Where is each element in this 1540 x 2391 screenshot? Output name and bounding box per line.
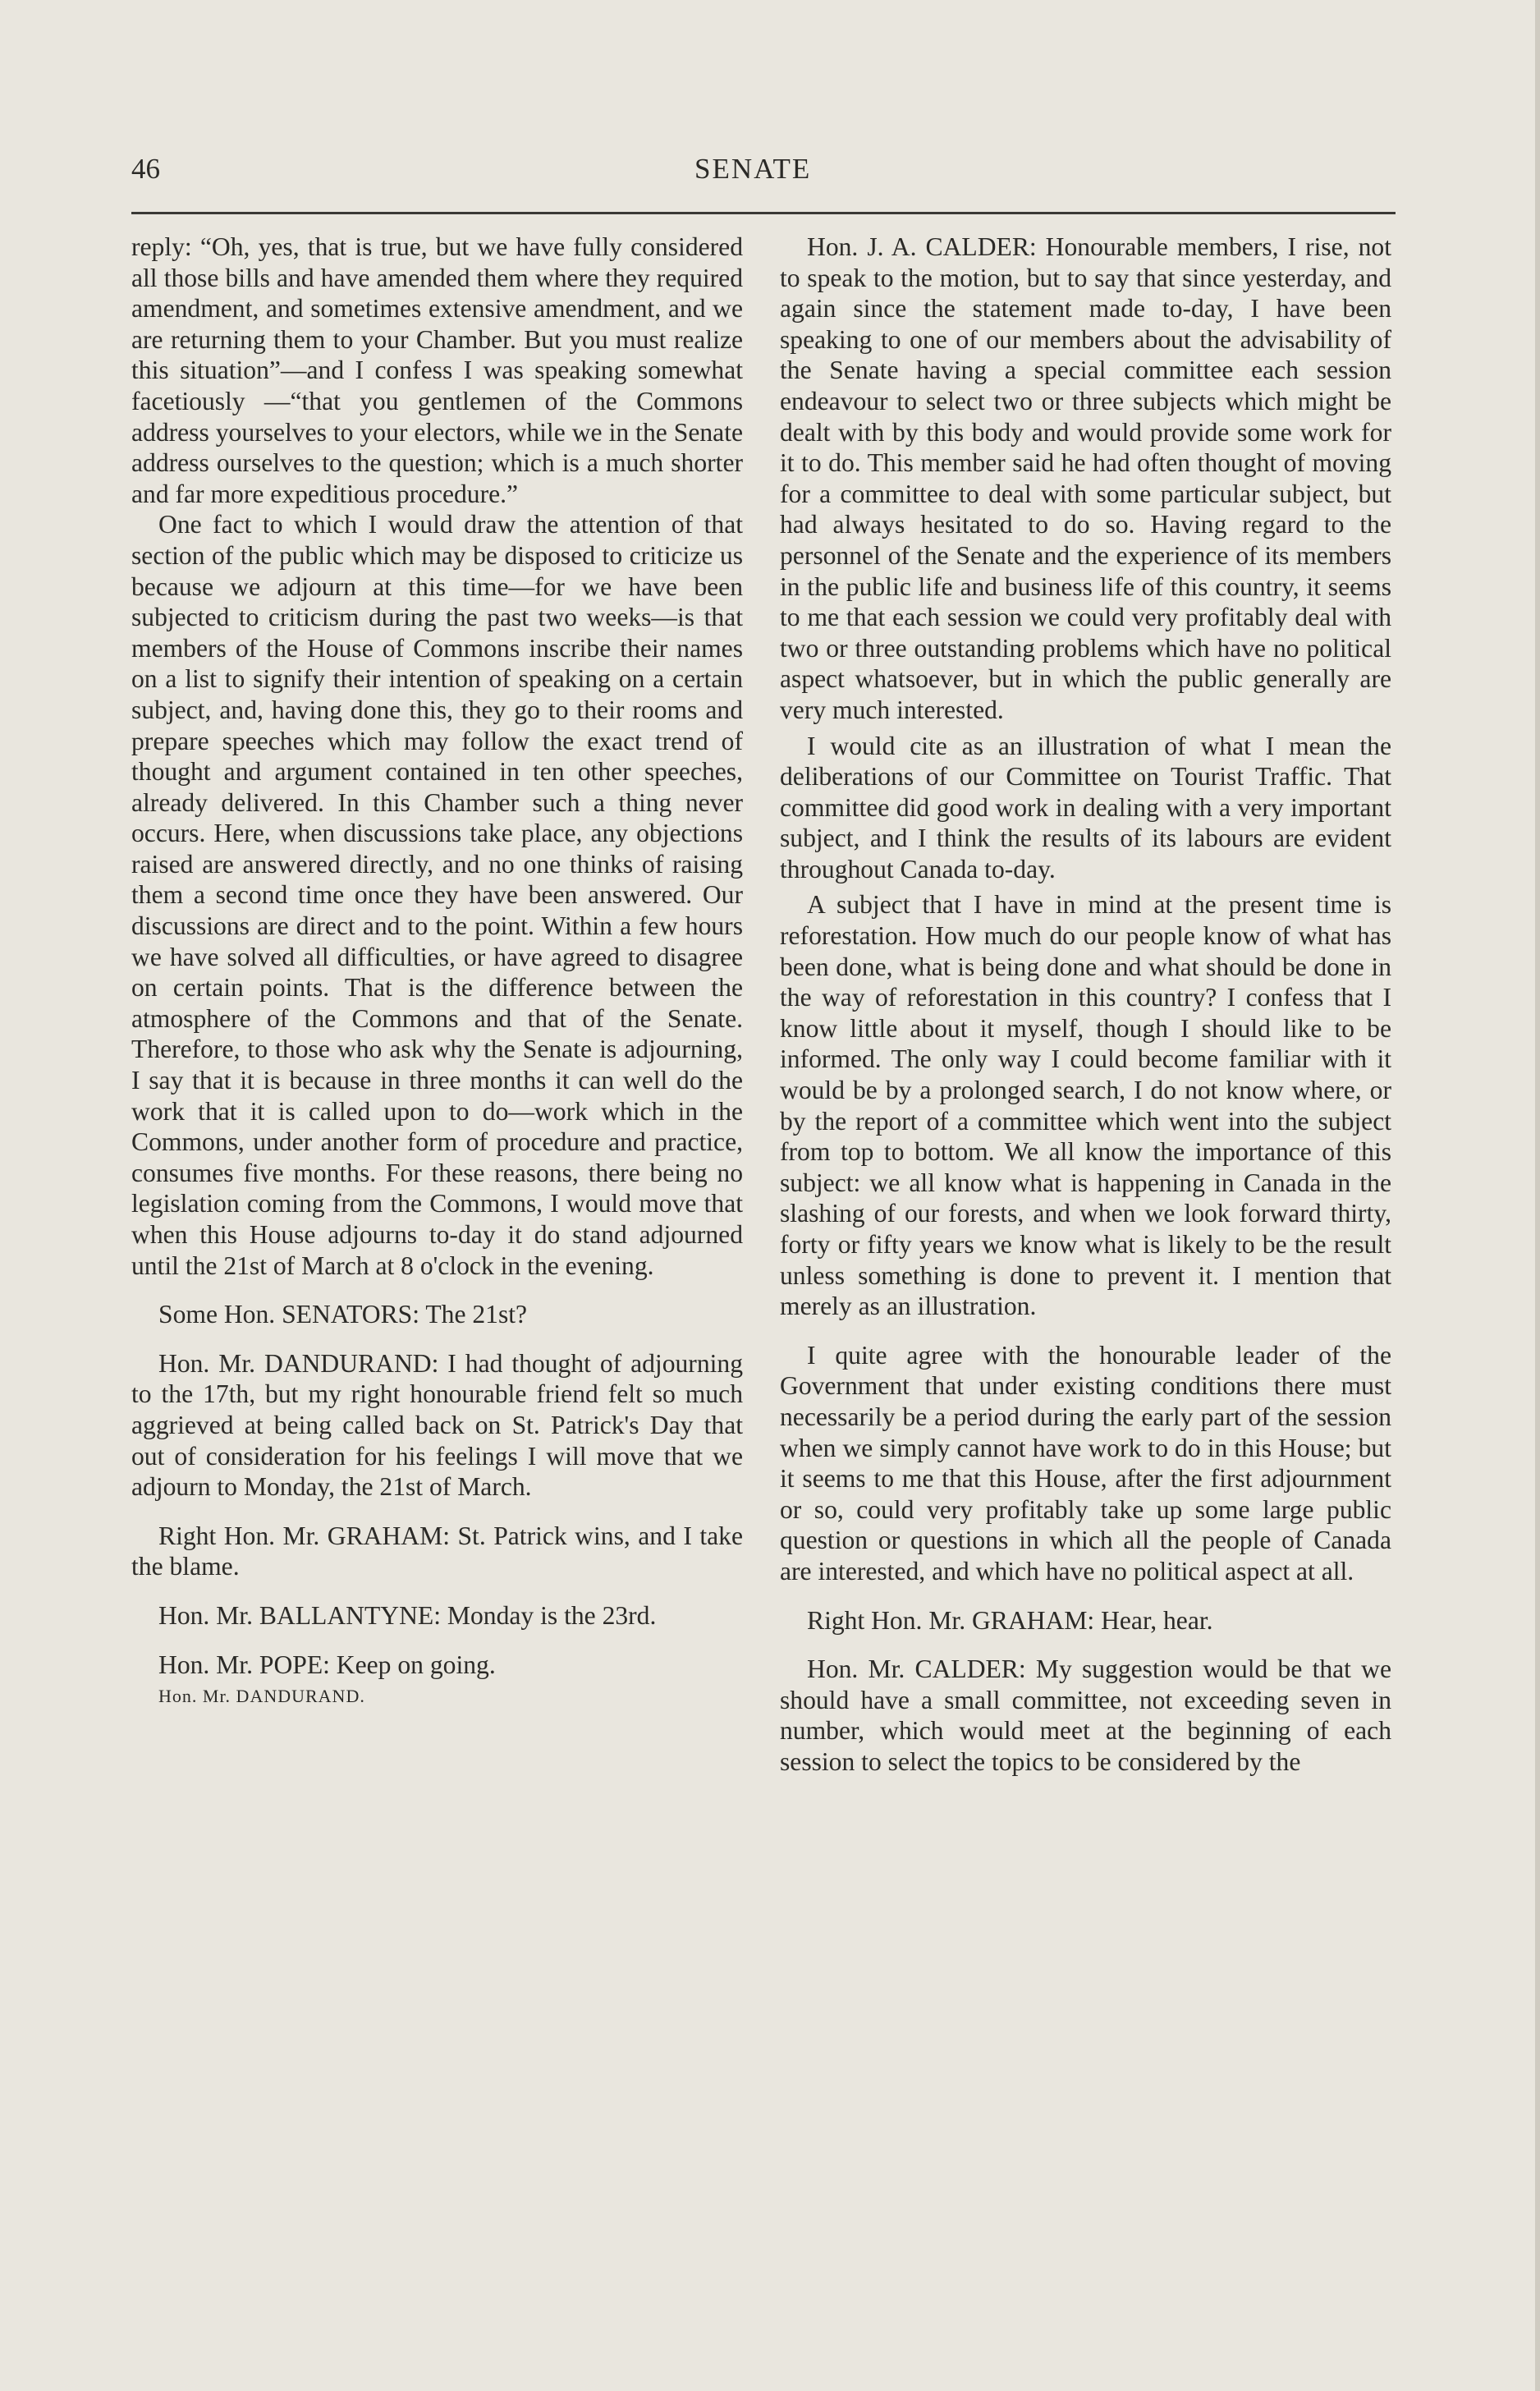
speech-dandurand: Hon. Mr. DANDURAND: I had thought of adjourning to the 17th, but my right honourable friend felt so much aggrieved at being called back on St. Patrick's Day that out of consideration for his feelings I will move that we adjourn to Monday, the 21st of March.: [131, 1348, 743, 1502]
speech-graham-hear: Right Hon. Mr. GRAHAM: Hear, hear.: [807, 1605, 1213, 1635]
speech-calder-suggestion: Hon. Mr. CALDER: My suggestion would be that we should have a small committee, not exceeding seven in number, which would meet at the beginning of each session to select the topics to be considered by the: [780, 1654, 1391, 1776]
paragraph-reply: reply: “Oh, yes, that is true, but we have fully considered all those bills and have amended them where they required amendment, and sometimes extensive amendment, and we are returning them to your Chamber. But you must realize this situation”—and I confess I was speaking somewhat facetiously —“that you gentlemen of the Commons address yourselves to your electors, while we in the Senate address ourselves to the question; which is a much shorter and far more expeditious procedure.”: [131, 232, 743, 508]
paragraph-tourist-traffic: I would cite as an illustration of what I mean the deliberations of our Committee on Tourist Traffic. That committee did good work in dealing with a very important subject, and I think the results of its labours are evident throughout Canada to-day.: [780, 731, 1391, 883]
header-rule: [131, 212, 1396, 214]
footer-speaker-name: Hon. Mr. DANDURAND.: [158, 1686, 365, 1707]
paragraph-one-fact: One fact to which I would draw the attention of that section of the public which may be disposed to criticize us because we adjourn at this time—for we have been subjected to criticism during the past two weeks—is that members of the House of Commons inscribe their names on a list to signify their intention of speaking on a certain subject, and, having done this, they go to their rooms and prepare speeches which may follow the exact trend of thought and argument contained in ten other speeches, already delivered. In this Chamber such a thing never occurs. Here, when discussions take place, any objections raised are answered directly, and no one thinks of raising them a second time once they have been answered. Our discussions are direct and to the point. Within a few hours we have solved all difficulties, or have agreed to disagree on certain points. That is the difference between the atmosphere of the Commons and that of the Senate. Therefore, to those who ask why the Senate is adjourning, I say that it is because in three months it can well do the work that it is called upon to do—work which in the Commons, under another form of procedure and practice, consumes five months. For these reasons, there being no legislation coming from the Commons, I would move that when this House adjourns to-day it do stand adjourned until the 21st of March at 8 o'clock in the evening.: [131, 510, 743, 1280]
page-edge: [1535, 0, 1540, 2391]
right-column: [780, 232, 1391, 1778]
page-number: 46: [131, 153, 160, 185]
page-title: SENATE: [694, 153, 812, 185]
left-column: [131, 232, 743, 1708]
paragraph-reforestation: A subject that I have in mind at the present time is reforestation. How much do our people know of what has been done, what is being done and what should be done in the way of reforestation in this country? I confess that I know little about it myself, though I should like to be informed. The only way I could become familiar with it would be by a prolonged search, I do not know where, or by the report of a committee which went into the subject from top to bottom. We all know the importance of this subject: we all know what is happening in Canada in the slashing of our forests, and when we look forward thirty, forty or fifty years we know what is likely to be the result unless something is done to prevent it. I mention that merely as an illustration.: [780, 890, 1391, 1321]
speech-pope: Hon. Mr. POPE: Keep on going.: [158, 1650, 496, 1679]
speech-senators: Some Hon. SENATORS: The 21st?: [158, 1300, 528, 1329]
paragraph-agree: I quite agree with the honourable leader of the Government that under existing conditions there must necessarily be a period during the early part of the session when we simply cannot have work to do in this House; but it seems to me that this House, after the first adjournment or so, could very profitably take up some large public question or questions in which all the people of Canada are interested, and which have no political aspect at all.: [780, 1340, 1391, 1586]
speech-graham: Right Hon. Mr. GRAHAM: St. Patrick wins, and I take the blame.: [131, 1521, 743, 1581]
speech-calder: Hon. J. A. CALDER: Honourable members, I rise, not to speak to the motion, but to say that since yesterday, and again since the statement made to-day, I have been speaking to one of our members about the advisability of the Senate having a special committee each session endeavour to select two or three subjects which might be dealt with by this body and would provide some work for it to do. This member said he had often thought of moving for a committee to deal with some particular subject, but had always hesitated to do so. Having regard to the personnel of the Senate and the experience of its members in the public life and business life of this country, it seems to me that each session we could very profitably deal with two or three outstanding problems which have no political aspect whatsoever, but in which the public generally are very much interested.: [780, 232, 1391, 724]
speech-ballantyne: Hon. Mr. BALLANTYNE: Monday is the 23rd.: [158, 1600, 657, 1630]
